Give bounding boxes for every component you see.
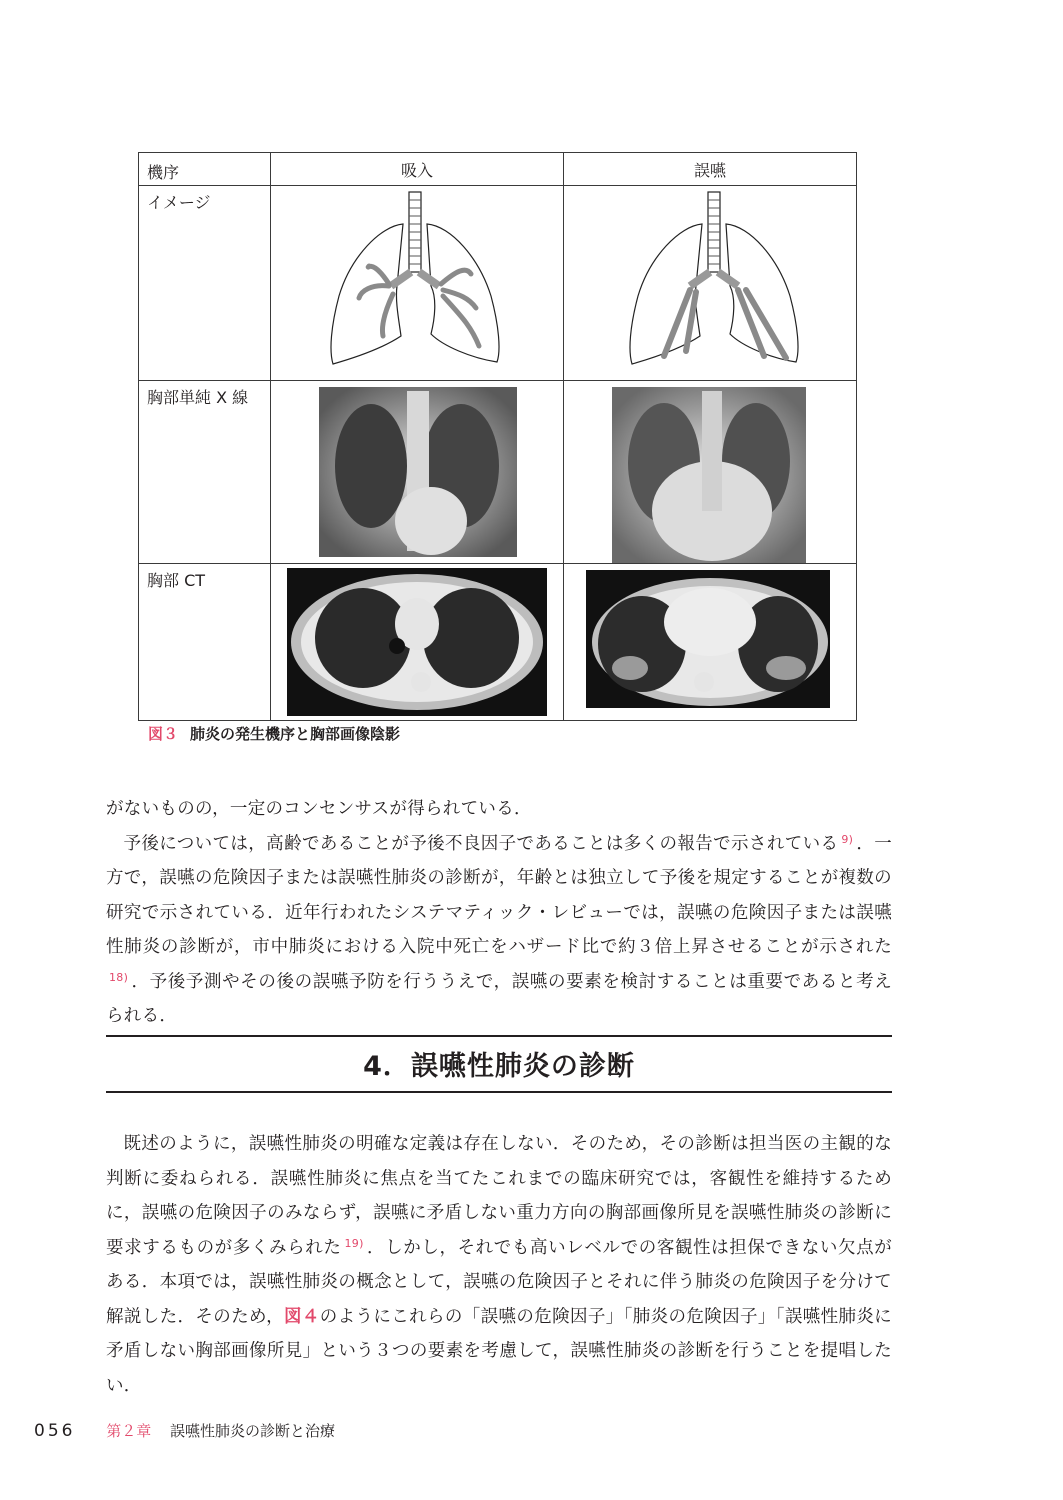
header-mechanism: 機序 (139, 153, 271, 186)
reference-9: 9) (841, 832, 854, 846)
lung-diagram-aspiration (564, 186, 857, 381)
paragraph-3-part-b: ．しかし，それでも高いレベルでの客観性は担保できない欠点がある．本項では，誤嚥性肺炎の概念として，誤嚥の危険因子とそれに伴う肺炎の危険因子を分けて解説した．そのため， (106, 1237, 892, 1327)
reference-18: 18) (109, 970, 129, 984)
paragraph-2-part-c: ．予後予測やその後の誤嚥予防を行ううえで，誤嚥の要素を検討することは重要であると考えられる． (106, 971, 892, 1026)
reference-19: 19) (344, 1236, 364, 1250)
xray-inhalation (271, 381, 564, 564)
paragraph-3 (106, 1127, 892, 1403)
paragraph-2-part-a: 予後については，高齢であることが予後不良因子であることは多くの報告で示されている (123, 833, 839, 854)
ct-inhalation (271, 564, 564, 721)
row-label-image: イメージ (139, 186, 271, 381)
paragraph-3-part-a: 既述のように，誤嚥性肺炎の明確な定義は存在しない．そのため，その診断は担当医の主観的な判断に委ねられる．誤嚥性肺炎に焦点を当てたこれまでの臨床研究では，客観性を維持するために，誤嚥の危険因子のみならず，誤嚥に矛盾しない重力方向の胸部画像所見を誤嚥性肺炎の診断に要求するものが多くみられた (106, 1134, 892, 1258)
body-text-lower (106, 1127, 892, 1403)
chapter-title: 誤嚥性肺炎の診断と治療 (170, 1422, 336, 1440)
figure-table (138, 152, 857, 721)
header-aspiration: 誤嚥 (564, 153, 857, 186)
section-heading: 4．誤嚥性肺炎の診断 (363, 1051, 635, 1082)
paragraph-2 (106, 827, 892, 1034)
figure-caption-number: 図３ (148, 725, 179, 743)
chapter-label: 第２章 (106, 1422, 152, 1440)
paragraph-1: がないものの，一定のコンセンサスが得られている． (106, 799, 532, 819)
figure-4-reference: 図４ (284, 1306, 320, 1327)
row-label-ct: 胸部 CT (139, 564, 271, 721)
xray-aspiration (564, 381, 857, 564)
paragraph-3-part-c: のようにこれらの「誤嚥の危険因子」「肺炎の危険因子」「誤嚥性肺炎に矛盾しない胸部画像所見」という３つの要素を考慮して，誤嚥性肺炎の診断を行うことを提唱したい． (106, 1306, 892, 1396)
header-inhalation: 吸入 (271, 153, 564, 186)
lung-diagram-inhalation (271, 186, 564, 381)
heading-rule-bottom (106, 1091, 892, 1093)
ct-inhalation-image (271, 564, 564, 720)
figure-caption (148, 723, 400, 744)
xray-aspiration-image (564, 381, 857, 563)
ct-aspiration (564, 564, 857, 721)
xray-inhalation-image (271, 381, 564, 563)
row-label-xray: 胸部単純 X 線 (139, 381, 271, 564)
paragraph-2-part-b: ．一方で，誤嚥の危険因子または誤嚥性肺炎の診断が，年齢とは独立して予後を規定することが複数の研究で示されている．近年行われたシステマティック・レビューでは，誤嚥の危険因子または誤嚥性肺炎の診断が，市中肺炎における入院中死亡をハザード比で約３倍上昇させることが示された (106, 833, 892, 957)
heading-rule-top (106, 1035, 892, 1037)
lung-diagram-inhalation-svg (271, 186, 564, 376)
lung-diagram-aspiration-svg (564, 186, 857, 376)
body-text-upper (106, 792, 892, 1034)
page-footer (34, 1420, 335, 1441)
figure-caption-text: 肺炎の発生機序と胸部画像陰影 (190, 725, 401, 743)
page-number: 056 (34, 1421, 76, 1441)
ct-aspiration-image (564, 564, 857, 720)
